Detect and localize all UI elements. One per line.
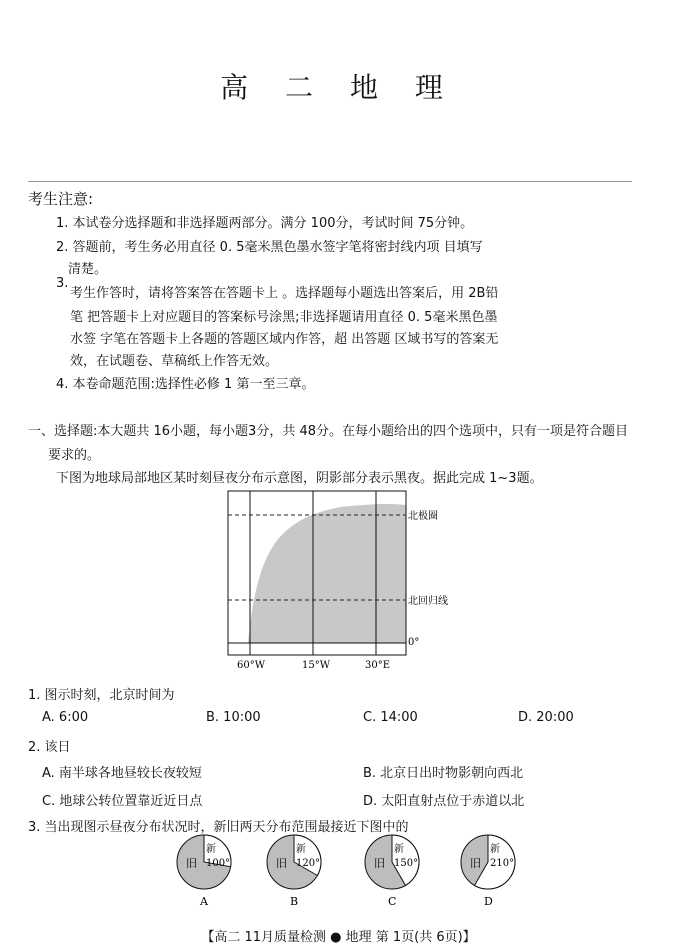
q2-stem: 2. 该日 (28, 740, 71, 755)
pie-letter-label: D (484, 895, 493, 908)
page-title: 高 二 地 理 (220, 71, 457, 104)
pie-angle-label: 150° (394, 858, 419, 869)
q3-pies-svg (170, 834, 520, 914)
pie-letter-label: C (388, 895, 397, 908)
label-lon-15w: 15°W (302, 660, 331, 671)
notice-item-3-line3: 水签 字笔在答题卡上各题的答题区域内作答，超 出答题 区域书写的答案无 (70, 332, 499, 347)
pie-option-c (365, 835, 419, 908)
header-divider (28, 181, 632, 182)
notice-item-3-line1: 考生作答时，请将答案答在答题卡上 。选择题每小题选出答案后，用 2B铅 (70, 286, 499, 301)
q1-option-b: B. 10:00 (206, 710, 261, 725)
pie-new-label: 新 (206, 844, 216, 855)
pie-old-label: 旧 (374, 857, 385, 870)
notice-item-3-line2: 笔 把答题卡上对应题目的答案标号涂黑;非选择题请用直径 0. 5毫米黑色墨 (70, 310, 498, 325)
label-tropic-of-cancer: 北回归线 (408, 596, 448, 607)
pie-old-label: 旧 (470, 857, 481, 870)
pie-letter-label: B (290, 895, 299, 908)
q1-option-a: A. 6:00 (42, 710, 89, 725)
notice-item-3-line4: 效，在试题卷、草稿纸上作答无效。 (70, 354, 279, 369)
label-arctic-circle: 北极圈 (408, 511, 438, 522)
pie-old-label: 旧 (276, 857, 287, 870)
figure-intro: 下图为地球局部地区某时刻昼夜分布示意图，阴影部分表示黑夜。据此完成 1~3题。 (56, 471, 543, 486)
label-lon-30e: 30°E (365, 660, 391, 671)
notice-item-2-line1: 2. 答题前，考生务必用直径 0. 5毫米黑色墨水签字笔将密封线内项 目填写 (56, 240, 483, 255)
pie-angle-label: 210° (490, 858, 515, 869)
q1-option-d: D. 20:00 (518, 710, 574, 725)
pie-option-a (177, 835, 231, 908)
q3-pie-options (170, 834, 520, 914)
section-heading-cont: 要求的。 (48, 448, 101, 463)
q2-option-c: C. 地球公转位置靠近近日点 (42, 794, 203, 809)
q2-option-b: B. 北京日出时物影朝向西北 (363, 766, 524, 781)
label-equator: 0° (408, 637, 420, 648)
notice-item-3-number: 3. (56, 276, 69, 291)
notice-item-1: 1. 本试卷分选择题和非选择题两部分。满分 100分，考试时间 75分钟。 (56, 216, 474, 231)
pie-angle-label: 120° (296, 858, 321, 869)
section-heading: 一、选择题:本大题共 16小题，每小题3分，共 48分。在每小题给出的四个选项中，只有一项是符合题目 (28, 424, 629, 439)
q2-option-a: A. 南半球各地昼较长夜较短 (42, 766, 202, 781)
label-lon-60w: 60°W (237, 660, 266, 671)
pie-option-b (267, 835, 321, 908)
q2-option-d: D. 太阳直射点位于赤道以北 (363, 794, 525, 809)
pie-angle-label: 100° (206, 858, 231, 869)
notice-item-2-line2: 清楚。 (68, 262, 108, 277)
pie-new-label: 新 (394, 844, 404, 855)
q1-option-c: C. 14:00 (363, 710, 418, 725)
pie-new-label: 新 (296, 844, 306, 855)
notice-heading: 考生注意: (28, 190, 94, 208)
pie-old-label: 旧 (186, 857, 197, 870)
q1-stem: 1. 图示时刻，北京时间为 (28, 688, 175, 703)
notice-item-4: 4. 本卷命题范围:选择性必修 1 第一至三章。 (56, 377, 315, 392)
day-night-figure (220, 488, 460, 672)
pie-letter-label: A (200, 895, 208, 908)
page-footer: 【高二 11月质量检测 ● 地理 第 1页(共 6页)】 (201, 930, 476, 945)
q3-stem: 3. 当出现图示昼夜分布状况时，新旧两天分布范围最接近下图中的 (28, 820, 409, 835)
pie-option-d (461, 835, 515, 908)
pie-new-label: 新 (490, 844, 500, 855)
